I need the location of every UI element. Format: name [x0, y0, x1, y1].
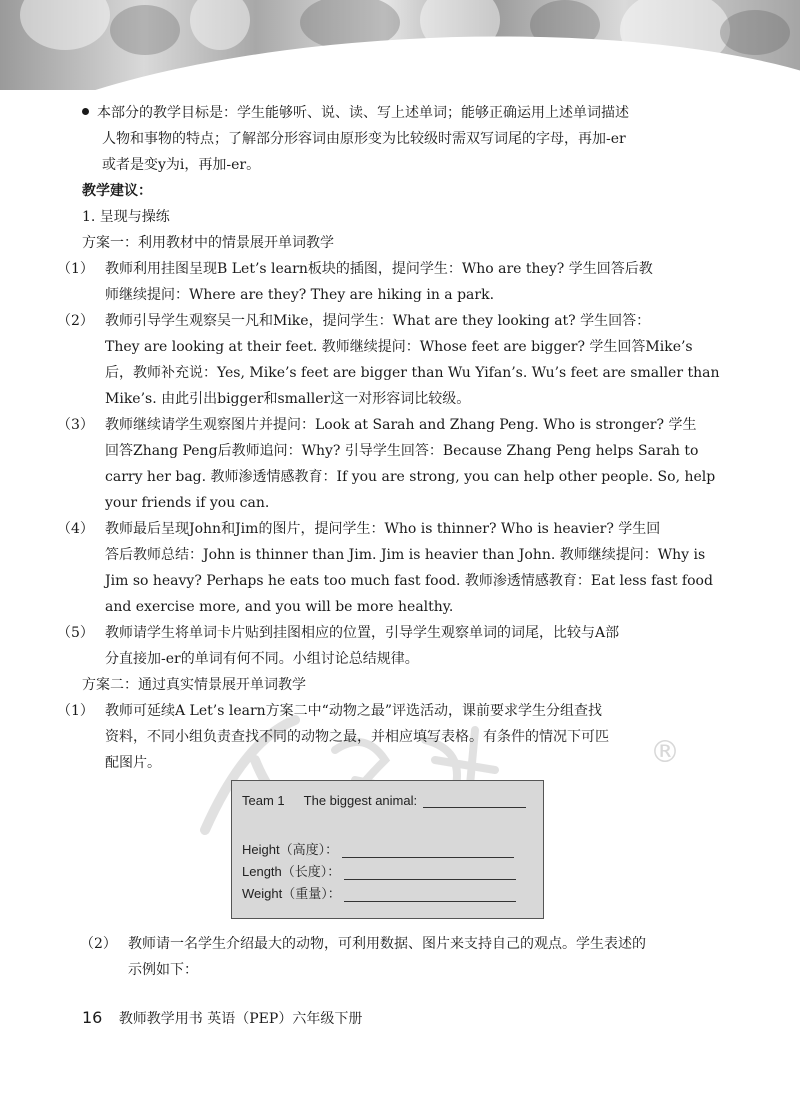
subsection-title: 1. 呈现与操练 [82, 209, 170, 225]
header-banner-image [0, 0, 800, 90]
item-line: Mike’s. 由此引出bigger和smaller这一对形容词比较级。 [105, 391, 471, 407]
plan-1-item-1 [59, 256, 694, 308]
item-line: 答后教师总结：John is thinner than Jim. Jim is heavier than John. 教师继续提问：Why is [105, 547, 706, 563]
plan-1-title: 方案一：利用教材中的情景展开单词教学 [82, 235, 334, 251]
item-line: 回答Zhang Peng后教师追问：Why? 引导学生回答：Because Zhang Peng helps Sarah to [105, 443, 699, 459]
page-footer [82, 1008, 362, 1028]
item-line: 教师请学生将单词卡片贴到挂图相应的位置，引导学生观察单词的词尾，比较与A部 [105, 625, 620, 641]
team-label: Team 1 [242, 793, 285, 808]
height-row [242, 839, 514, 858]
item-number: （4） [57, 521, 94, 537]
item-line: 示例如下： [128, 962, 198, 978]
item-line: They are looking at their feet. 教师继续提问：Whose feet are bigger? 学生回答Mike’s [105, 339, 693, 355]
item-number: （1） [57, 703, 94, 719]
form-title-row [242, 793, 526, 808]
item-line: and exercise more, and you will be more healthy. [105, 599, 454, 615]
animal-record-form [231, 780, 544, 919]
item-line: 教师利用挂图呈现B Let’s learn板块的插图，提问学生：Who are they? 学生回答后教 [105, 261, 653, 277]
page-number: 16 [82, 1008, 103, 1027]
weight-row [242, 883, 516, 902]
height-answer-line [342, 845, 514, 858]
plan-1-item-4 [57, 516, 713, 620]
height-label: Height（高度）： [242, 842, 339, 857]
weight-label: Weight（重量）： [242, 886, 341, 901]
item-number: （1） [57, 261, 94, 277]
item-line: 教师引导学生观察吴一凡和Mike，提问学生：What are they looking at? 学生回答： [105, 313, 651, 329]
item-line: 教师可延续A Let’s learn方案二中“动物之最”评选活动，课前要求学生分组查找 [105, 703, 602, 719]
item-line: carry her bag. 教师渗透情感教育：If you are strong, you can help other people. So, help [105, 469, 716, 485]
weight-answer-line [344, 889, 516, 902]
length-label: Length（长度）： [242, 864, 341, 879]
item-line: 后，教师补充说：Yes, Mike’s feet are bigger than Wu Yifan’s. Wu’s feet are smaller than [105, 365, 720, 381]
length-row [242, 861, 516, 880]
item-line: 教师继续请学生观察图片并提问：Look at Sarah and Zhang Peng. Who is stronger? 学生 [105, 417, 697, 433]
plan-2-title: 方案二：通过真实情景展开单词教学 [82, 677, 306, 693]
plan-1-item-5 [59, 620, 694, 672]
book-title: 教师教学用书 英语（PEP）六年级下册 [118, 1011, 363, 1027]
plan-1-item-3 [57, 412, 716, 516]
item-line: 资料，不同小组负责查找不同的动物之最，并相应填写表格。有条件的情况下可匹 [105, 729, 609, 745]
registered-mark: ® [650, 735, 680, 770]
plan-2-item-1 [59, 698, 694, 776]
length-answer-line [344, 867, 516, 880]
item-number: （3） [57, 417, 94, 433]
bullet-icon [82, 108, 89, 115]
section-heading: 教学建议： [82, 183, 152, 199]
item-number: （5） [57, 625, 94, 641]
plan-1-item-2 [57, 308, 720, 412]
plan-2-item-2 [82, 931, 717, 983]
objective-line-1: 本部分的教学目标是：学生能够听、说、读、写上述单词；能够正确运用上述单词描述 [82, 100, 694, 126]
biggest-animal-label: The biggest animal: [303, 793, 418, 808]
item-number: （2） [57, 313, 94, 329]
item-line: 教师最后呈现John和Jim的图片，提问学生：Who is thinner? Who is heavier? 学生回 [105, 521, 661, 537]
objective-line-2: 人物和事物的特点；了解部分形容词由原形变为比较级时需双写词尾的字母，再加-er [102, 131, 626, 147]
item-line: Jim so heavy? Perhaps he eats too much fast food. 教师渗透情感教育：Eat less fast food [105, 573, 713, 589]
objective-line-3: 或者是变y为i，再加-er。 [102, 157, 261, 173]
animal-answer-line [423, 795, 526, 808]
item-line: 配图片。 [105, 755, 161, 771]
item-line: 分直接加-er的单词有何不同。小组讨论总结规律。 [105, 651, 419, 667]
item-line: 教师请一名学生介绍最大的动物，可利用数据、图片来支持自己的观点。学生表述的 [128, 936, 646, 952]
item-number: （2） [80, 936, 117, 952]
item-line: your friends if you can. [105, 495, 270, 511]
item-line: 师继续提问：Where are they? They are hiking in a park. [105, 287, 495, 303]
